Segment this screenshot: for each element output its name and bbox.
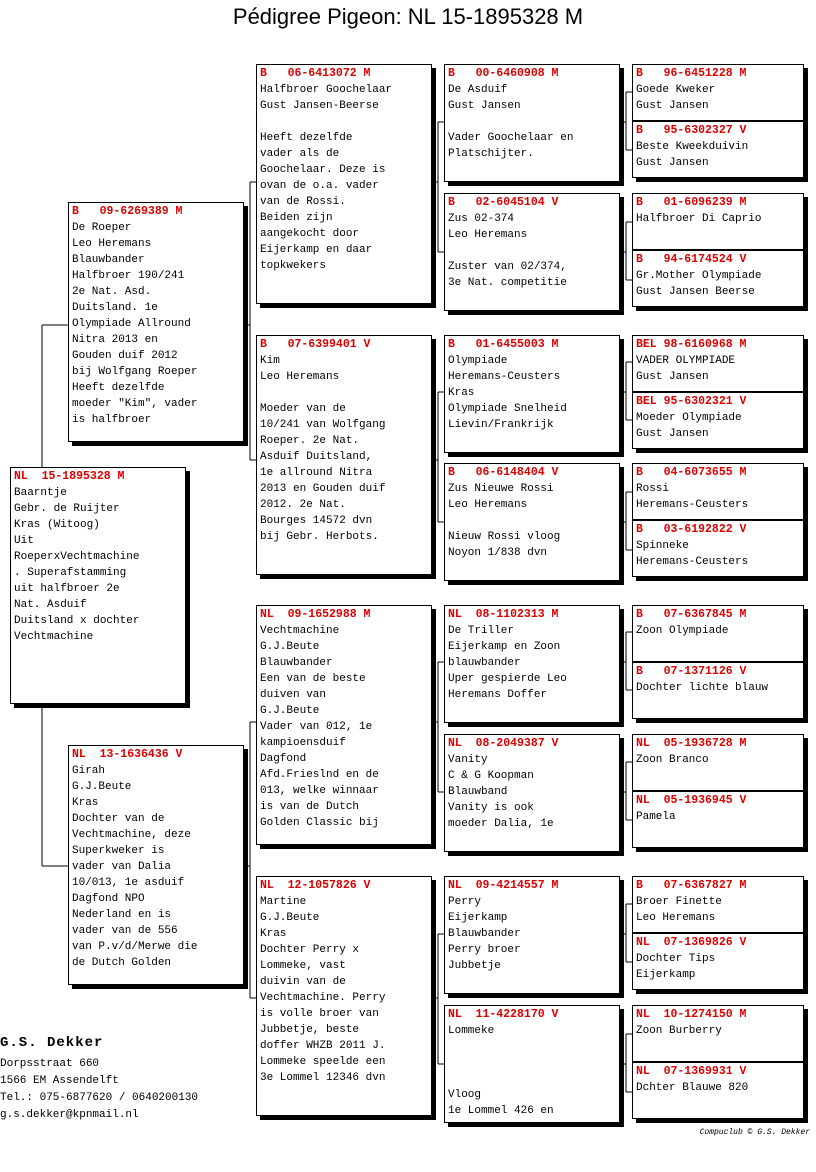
pedigree-card-g2c	[256, 605, 432, 845]
breeder-info	[0, 1035, 198, 1124]
ring-number: BEL 95-6302321 V	[636, 395, 747, 408]
ring-number: B 07-6367827 M	[636, 879, 747, 892]
pigeon-description: Dochter lichte blauw	[636, 682, 769, 694]
pigeon-description: Martine G.J.Beute Kras Dochter Perry x Lommeke, vast duivin van de Vechtmachine. Perry is volle broer van Jubbetje, beste doffer WHZB 2011 J. Lommeke speelde een 3e Lommel 12346 dvn	[260, 896, 386, 1084]
pigeon-description: VADER OLYMPIADE Gust Jansen	[636, 355, 736, 383]
pedigree-card-g4e	[632, 335, 804, 392]
breeder-city: 1566 EM Assendelft	[0, 1075, 119, 1087]
pedigree-card-g4h	[632, 520, 804, 577]
pigeon-description: Broer Finette Leo Heremans	[636, 896, 722, 924]
pedigree-card-g3h	[444, 1005, 620, 1123]
pedigree-card-g0	[10, 467, 186, 704]
page-title: Pédigree Pigeon: NL 15-1895328 M	[232, 4, 584, 29]
ring-number: B 07-6399401 V	[260, 338, 371, 351]
pedigree-card-g4m	[632, 876, 804, 933]
ring-number: B 06-6148404 V	[448, 466, 559, 479]
pedigree-card-g3f	[444, 734, 620, 852]
breeder-name: G.S. Dekker	[0, 1035, 104, 1051]
pigeon-description: Zoon Burberry	[636, 1025, 722, 1037]
footer-credit: Compuclub © G.S. Dekker	[699, 1128, 810, 1137]
pigeon-description: De Triller Eijerkamp en Zoon blauwbander Uper gespierde Leo Heremans Doffer	[448, 625, 567, 701]
ring-number: B 09-6269389 M	[72, 205, 183, 218]
ring-number: NL 05-1936728 M	[636, 737, 747, 750]
ring-number: NL 08-1102313 M	[448, 608, 559, 621]
pedigree-card-g1a	[68, 202, 244, 442]
ring-number: NL 08-2049387 V	[448, 737, 559, 750]
pigeon-description: Vechtmachine G.J.Beute Blauwbander Een van de beste duiven van G.J.Beute Vader van 012, 1e kampioensduif Dagfond Afd.Frieslnd en de 013, welke winnaar is van de Dutch Golden Classic bij	[260, 625, 379, 829]
pigeon-description: Dochter Tips Eijerkamp	[636, 953, 716, 981]
ring-number: NL 12-1057826 V	[260, 879, 371, 892]
pigeon-description: Gr.Mother Olympiade Gust Jansen Beerse	[636, 270, 762, 298]
pedigree-card-g2a	[256, 64, 432, 304]
pigeon-description: Goede Kweker Gust Jansen	[636, 84, 716, 112]
pigeon-description: Beste Kweekduivin Gust Jansen	[636, 141, 749, 169]
pigeon-description: Perry Eijerkamp Blauwbander Perry broer Jubbetje	[448, 896, 521, 972]
pedigree-card-g2b	[256, 335, 432, 575]
pigeon-description: Olympiade Heremans-Ceusters Kras Olympiade Snelheid Lievin/Frankrijk	[448, 355, 567, 431]
pedigree-card-g3c	[444, 335, 620, 453]
ring-number: B 96-6451228 M	[636, 67, 747, 80]
ring-number: B 07-1371126 V	[636, 665, 747, 678]
pedigree-card-g4k	[632, 734, 804, 791]
pigeon-description: Halfbroer Di Caprio	[636, 213, 762, 225]
pigeon-description: De Asduif Gust Jansen Vader Goochelaar en Platschijter.	[448, 84, 574, 160]
ring-number: B 03-6192822 V	[636, 523, 747, 536]
pigeon-description: Spinneke Heremans-Ceusters	[636, 540, 749, 568]
pedigree-card-g4d	[632, 250, 804, 307]
ring-number: NL 13-1636436 V	[72, 748, 183, 761]
pigeon-description: Kim Leo Heremans Moeder van de 10/241 van Wolfgang Roeper. 2e Nat. Asduif Duitsland, 1e allround Nitra 2013 en Gouden duif 2012. 2e Nat. Bourges 14572 dvn bij Gebr. Herbots.	[260, 355, 386, 543]
pedigree-card-g4o	[632, 1005, 804, 1062]
pigeon-description: Vanity C & G Koopman Blauwband Vanity is ook moeder Dalia, 1e	[448, 754, 554, 830]
pedigree-card-g2d	[256, 876, 432, 1116]
pigeon-description: Zoon Branco	[636, 754, 709, 766]
pedigree-card-g3b	[444, 193, 620, 311]
pedigree-card-g4l	[632, 791, 804, 848]
pedigree-card-g3a	[444, 64, 620, 182]
ring-number: NL 07-1369931 V	[636, 1065, 747, 1078]
pedigree-card-g4p	[632, 1062, 804, 1119]
ring-number: NL 10-1274150 M	[636, 1008, 747, 1021]
pigeon-description: Girah G.J.Beute Kras Dochter van de Vechtmachine, deze Superkweker is vader van Dalia 10/013, 1e asduif Dagfond NPO Nederland en is vader van de 556 van P.v/d/Merwe die de Dutch Golden	[72, 765, 198, 969]
pedigree-card-g4c	[632, 193, 804, 250]
ring-number: B 00-6460908 M	[448, 67, 559, 80]
pigeon-description: Zus Nieuwe Rossi Leo Heremans Nieuw Rossi vloog Noyon 1/838 dvn	[448, 483, 561, 559]
pedigree-card-g4g	[632, 463, 804, 520]
pedigree-card-g1b	[68, 745, 244, 985]
ring-number: BEL 98-6160968 M	[636, 338, 747, 351]
pigeon-description: Moeder Olympiade Gust Jansen	[636, 412, 742, 440]
ring-number: B 94-6174524 V	[636, 253, 747, 266]
pigeon-description: Lommeke Vloog 1e Lommel 426 en	[448, 1025, 554, 1117]
ring-number: B 02-6045104 V	[448, 196, 559, 209]
ring-number: B 07-6367845 M	[636, 608, 747, 621]
pedigree-card-g4i	[632, 605, 804, 662]
pedigree-card-g4a	[632, 64, 804, 121]
ring-number: NL 11-4228170 V	[448, 1008, 559, 1021]
ring-number: NL 05-1936945 V	[636, 794, 747, 807]
ring-number: NL 09-1652988 M	[260, 608, 371, 621]
ring-number: B 04-6073655 M	[636, 466, 747, 479]
pedigree-card-g3g	[444, 876, 620, 994]
pigeon-description: Dchter Blauwe 820	[636, 1082, 749, 1094]
breeder-email: g.s.dekker@kpnmail.nl	[0, 1109, 139, 1121]
pedigree-card-g4b	[632, 121, 804, 178]
pigeon-description: Halfbroer Goochelaar Gust Jansen-Beerse Heeft dezelfde vader als de Goochelaar. Deze is ovan de o.a. vader van de Rossi. Beiden zijn aangekocht door Eijerkamp en daar topkwekers	[260, 84, 393, 272]
pedigree-card-g4j	[632, 662, 804, 719]
ring-number: B 06-6413072 M	[260, 67, 371, 80]
ring-number: B 01-6096239 M	[636, 196, 747, 209]
ring-number: NL 09-4214557 M	[448, 879, 559, 892]
pedigree-card-g4n	[632, 933, 804, 990]
ring-number: B 01-6455003 M	[448, 338, 559, 351]
pigeon-description: Zus 02-374 Leo Heremans Zuster van 02/374, 3e Nat. competitie	[448, 213, 567, 289]
breeder-phone: Tel.: 075-6877620 / 0640200130	[0, 1092, 199, 1104]
ring-number: B 95-6302327 V	[636, 124, 747, 137]
breeder-address: Dorpsstraat 660	[0, 1058, 100, 1070]
pedigree-card-g3e	[444, 605, 620, 723]
pigeon-description: Rossi Heremans-Ceusters	[636, 483, 749, 511]
pedigree-card-g3d	[444, 463, 620, 581]
pedigree-card-g4f	[632, 392, 804, 449]
pigeon-description: Baarntje Gebr. de Ruijter Kras (Witoog) Uit RoeperxVechtmachine . Superafstamming uit halfbroer 2e Nat. Asduif Duitsland x dochter Vechtmachine	[14, 487, 140, 643]
ring-number: NL 15-1895328 M	[14, 470, 125, 483]
pigeon-description: Zoon Olympiade	[636, 625, 729, 637]
pigeon-description: Pamela	[636, 811, 676, 823]
pigeon-description: De Roeper Leo Heremans Blauwbander Halfbroer 190/241 2e Nat. Asd. Duitsland. 1e Olympiade Allround Nitra 2013 en Gouden duif 2012 bij Wolfgang Roeper Heeft dezelfde moeder "Kim", vader is halfbroer	[72, 222, 198, 426]
ring-number: NL 07-1369826 V	[636, 936, 747, 949]
